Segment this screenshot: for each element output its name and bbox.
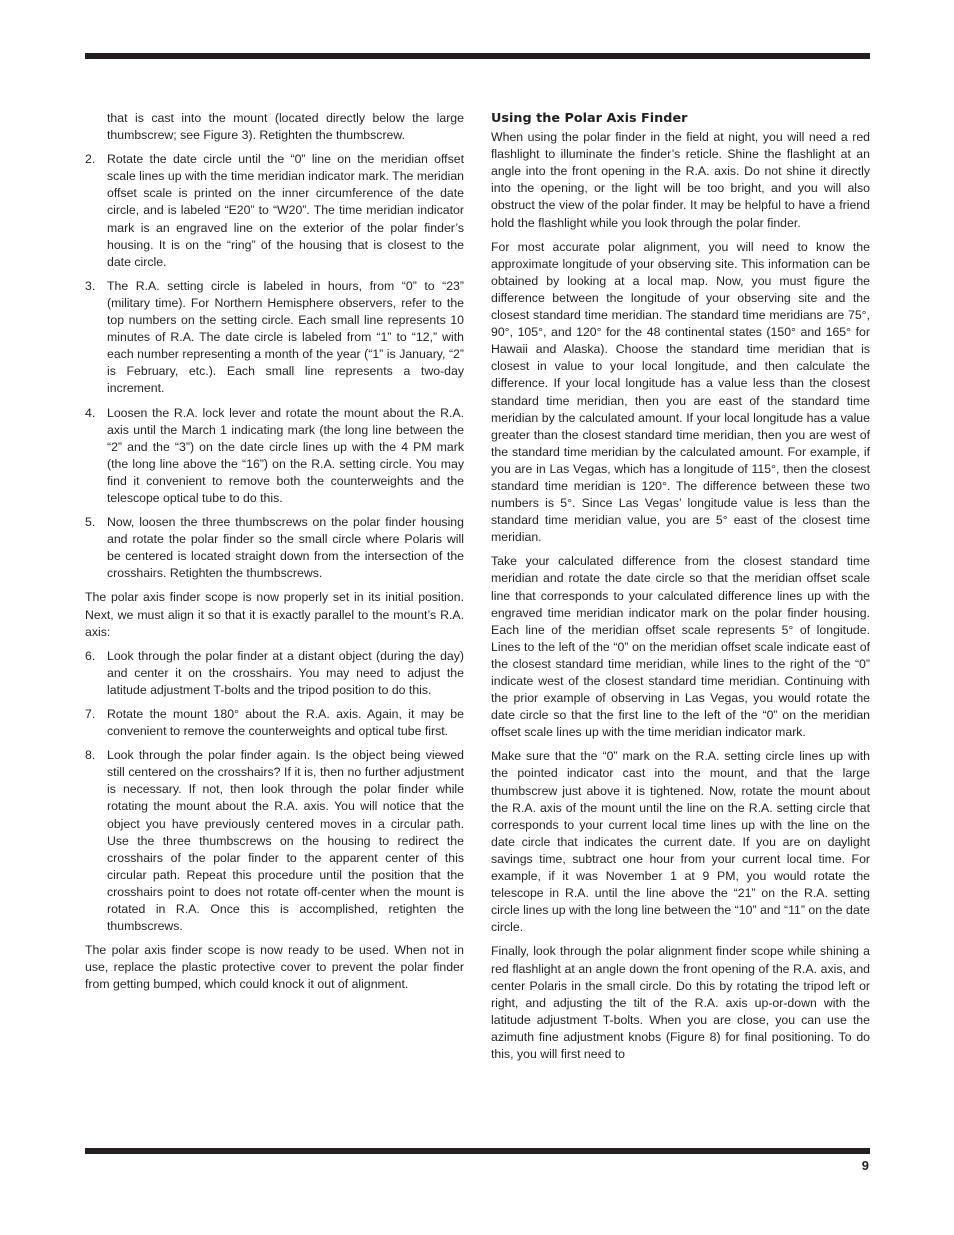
- paragraph: Make sure that the “0” mark on the R.A. setting circle lines up with the pointed indicator cast into the mount, and that the large thumbscrew just above it is tightened. Now, rotate the mount about the R.A. axis of the mount until the line on the R.A. setting circle that corresponds to your current local time lines up with the line on the date circle that indicates the current date. If you are on daylight savings time, subtract one hour from your current local time. For example, if it was November 1 at 9 PM, you would rotate the telescope in R.A. until the line above the “21” on the R.A. setting circle lines up with the long line between the “10” and “11” on the date circle.: [491, 749, 870, 935]
- left-column: [85, 110, 464, 1001]
- step-text: Rotate the mount 180° about the R.A. axis. Again, it may be convenient to remove the counterweights and optical tube first.: [107, 707, 464, 739]
- list-item: [85, 747, 464, 935]
- paragraph: For most accurate polar alignment, you will need to know the approximate longitude of your observing site. This information can be obtained by looking at a local map. Now, you must figure the difference between the longitude of your observing site and the closest standard time meridian. The standard time meridians are 75°, 90°, 105°, and 120° for the 48 continental states (150° and 165° for Hawaii and Alaska). Choose the standard time meridian that is closest in value to your local longitude, and then calculate the difference. If your local longitude has a value less than the closest standard time meridian, then you are east of the standard time meridian by the calculated amount. If your local longitude has a value greater than the closest standard time meridian, then you are west of the standard time meridian by the calculated amount. For example, if you are in Las Vegas, which has a longitude of 115°, then the closest standard time meridian is 120°. The difference between these two numbers is 5°. Since Las Vegas’ longitude value is less than the standard time meridian value, you are 5° east of the closest time meridian.: [491, 239, 870, 545]
- step-number: 2.: [85, 152, 96, 167]
- step-text: Look through the polar finder again. Is the object being viewed still centered on the crosshairs? If it is, then no further adjustment is necessary. If not, then look through the polar finder while rotating the mount about the R.A. axis. You will notice that the object you have previously centered moves in a circular path. Use the three thumbscrews on the housing to redirect the crosshairs of the polar finder to the apparent center of this circular path. Repeat this procedure until the position that the crosshairs point to does not rotate off-center when the mount is rotated in R.A. Once this is accomplished, retighten the thumbscrews.: [107, 748, 464, 934]
- step-number: 8.: [85, 748, 96, 763]
- section-heading: Using the Polar Axis Finder: [491, 111, 688, 126]
- list-item: [85, 706, 464, 740]
- list-item: [85, 648, 464, 699]
- step-number: 5.: [85, 515, 96, 530]
- step-text: Now, loosen the three thumbscrews on the polar finder housing and rotate the polar finder so the small circle where Polaris will be centered is located straight down from the intersection of the crosshairs. Retighten the thumbscrews.: [107, 515, 464, 581]
- paragraph: Take your calculated difference from the closest standard time meridian and rotate the date circle so that the meridian offset scale line that corresponds to your calculated difference lines up with the engraved time meridian indicator mark on the polar finder housing. Each line of the meridian offset scale represents 5° of longitude. Lines to the left of the “0” on the meridian offset scale indicate east of the closest standard time meridian, while lines to the right of the “0” indicate west of the closest standard time meridian. Continuing with the prior example of observing in Las Vegas, you would rotate the date circle so that the first line to the left of the “0” on the meridian offset scale lines up with the time meridian indicator mark.: [491, 554, 870, 740]
- bottom-rule: [85, 1148, 870, 1154]
- step-number: 3.: [85, 278, 96, 293]
- list-item: [85, 514, 464, 582]
- step-text: Loosen the R.A. lock lever and rotate the mount about the R.A. axis until the March 1 indicating mark (the long line between the “2” and the “3”) on the date circle lines up with the 4 PM mark (the long line above the “16”) on the R.A. setting circle. You may find it convenient to remove both the counterweights and the telescope optical tube to do this.: [107, 405, 464, 505]
- closing-paragraph: The polar axis finder scope is now ready to be used. When not in use, replace the plastic protective cover to prevent the polar finder from getting bumped, which could knock it out of alignment.: [85, 943, 464, 992]
- step-number: 4.: [85, 405, 96, 420]
- paragraph: Finally, look through the polar alignment finder scope while shining a red flashlight at an angle down the front opening of the R.A. axis, and center Polaris in the small circle. Do this by rotating the tripod left or right, and adjusting the tilt of the R.A. axis up-or-down with the latitude adjustment T-bolts. When you are close, you can use the azimuth fine adjustment knobs (Figure 8) for final positioning. To do this, you will first need to: [491, 944, 870, 1061]
- middle-paragraph: The polar axis finder scope is now properly set in its initial position. Next, we must align it so that it is exactly parallel to the mount’s R.A. axis:: [85, 590, 464, 639]
- list-item: [85, 278, 464, 398]
- step-text: Look through the polar finder at a distant object (during the day) and center it on the crosshairs. You may need to adjust the latitude adjustment T-bolts and the tripod position to do this.: [107, 648, 464, 697]
- step-number: 7.: [85, 707, 96, 721]
- top-rule: [85, 53, 870, 59]
- step-text: The R.A. setting circle is labeled in hours, from “0” to “23” (military time). For Northern Hemisphere observers, refer to the top numbers on the setting circle. Each small line represents 10 minutes of R.A. The date circle is labeled from “1” to “12,” with each number representing a month of the year (“1” is January, “2” is February, etc.). Each small line represents a two-day increment.: [107, 278, 464, 396]
- step-text: Rotate the date circle until the “0” line on the meridian offset scale lines up with the time meridian indicator mark. The meridian offset scale is printed on the inner circumference of the date circle, and is labeled “E20” to “W20”. The time meridian indicator mark is an engraved line on the exterior of the polar finder’s housing. It is on the “ring” of the housing that is closest to the date circle.: [107, 152, 464, 269]
- list-item: [85, 405, 464, 508]
- right-column: [491, 110, 870, 1070]
- step-number: 6.: [85, 648, 96, 663]
- page-number: 9: [861, 1158, 869, 1173]
- steps-list-b: [85, 648, 464, 936]
- paragraph: When using the polar finder in the field at night, you will need a red flashlight to illuminate the finder’s reticle. Shine the flashlight at an angle into the front opening in the R.A. axis. Do not shine it directly into the opening, or the light will be too bright, and you will also obstruct the view of the polar finder. It may be helpful to have a friend hold the flashlight while you look through the polar finder.: [491, 130, 870, 230]
- list-item: [85, 151, 464, 271]
- continuation-paragraph: that is cast into the mount (located directly below the large thumbscrew; see Figure 3). Retighten the thumbscrew.: [107, 111, 464, 143]
- steps-list-a: [85, 151, 464, 582]
